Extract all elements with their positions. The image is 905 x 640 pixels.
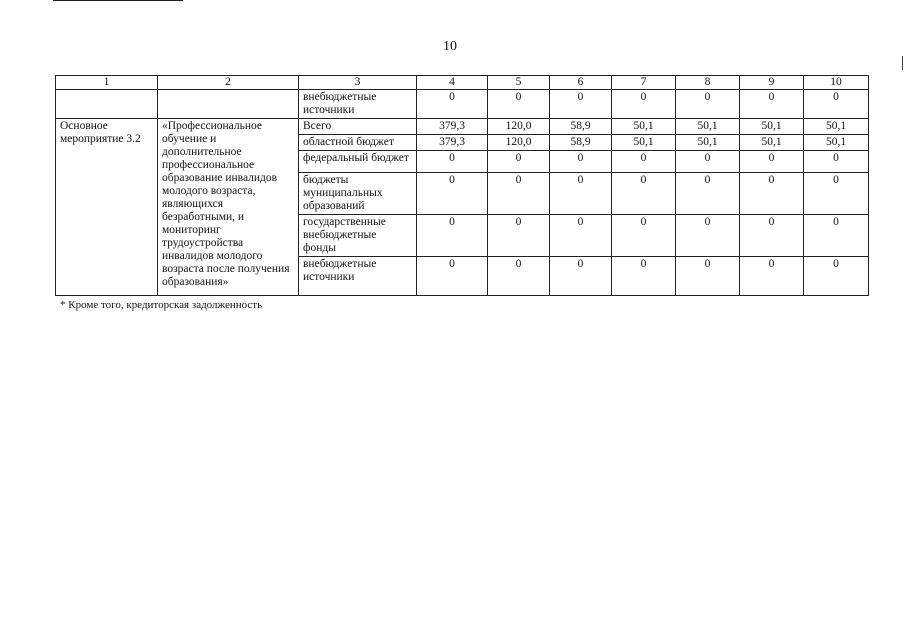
value-cell: 0 bbox=[417, 257, 488, 296]
value-cell: 0 bbox=[550, 215, 612, 257]
value-cell: 379,3 bbox=[417, 119, 488, 135]
budget-table bbox=[55, 75, 869, 296]
funding-source: Всего bbox=[299, 119, 417, 135]
funding-source: федеральный бюджет bbox=[299, 151, 417, 173]
value-cell: 0 bbox=[612, 215, 676, 257]
value-cell: 0 bbox=[740, 215, 804, 257]
value-cell: 50,1 bbox=[740, 119, 804, 135]
table-row bbox=[56, 119, 869, 135]
empty-cell bbox=[158, 90, 299, 119]
top-rule bbox=[53, 0, 183, 1]
value-cell: 0 bbox=[612, 173, 676, 215]
funding-source: внебюджетные источники bbox=[299, 257, 417, 296]
footnote: * Кроме того, кредиторская задолженность bbox=[60, 299, 263, 311]
value-cell: 0 bbox=[550, 90, 612, 119]
value-cell: 0 bbox=[488, 90, 550, 119]
measure-title: «Профессиональное обучение и дополнительное профессиональное образование инвалидов молодого возраста, являющихся безработными, и мониторинг трудоустройства инвалидов молодого возраста после получения образования» bbox=[158, 119, 299, 296]
value-cell: 0 bbox=[676, 215, 740, 257]
col-header: 1 bbox=[56, 76, 158, 90]
value-cell: 0 bbox=[740, 257, 804, 296]
value-cell: 0 bbox=[417, 173, 488, 215]
value-cell: 0 bbox=[804, 151, 869, 173]
value-cell: 0 bbox=[488, 257, 550, 296]
col-header: 2 bbox=[158, 76, 299, 90]
value-cell: 0 bbox=[550, 257, 612, 296]
value-cell: 58,9 bbox=[550, 119, 612, 135]
value-cell: 0 bbox=[676, 257, 740, 296]
value-cell: 0 bbox=[417, 90, 488, 119]
col-header: 4 bbox=[417, 76, 488, 90]
col-header: 7 bbox=[612, 76, 676, 90]
margin-mark bbox=[902, 56, 903, 70]
value-cell: 50,1 bbox=[740, 135, 804, 151]
funding-source: государственные внебюджетные фонды bbox=[299, 215, 417, 257]
value-cell: 0 bbox=[804, 215, 869, 257]
value-cell: 58,9 bbox=[550, 135, 612, 151]
value-cell: 0 bbox=[550, 151, 612, 173]
measure-name: Основное мероприятие 3.2 bbox=[56, 119, 158, 296]
value-cell: 0 bbox=[676, 90, 740, 119]
funding-source: бюджеты муниципальных образований bbox=[299, 173, 417, 215]
value-cell: 0 bbox=[676, 173, 740, 215]
value-cell: 50,1 bbox=[612, 119, 676, 135]
page-number: 10 bbox=[443, 39, 457, 54]
col-header: 5 bbox=[488, 76, 550, 90]
value-cell: 50,1 bbox=[804, 119, 869, 135]
value-cell: 0 bbox=[804, 257, 869, 296]
value-cell: 379,3 bbox=[417, 135, 488, 151]
value-cell: 0 bbox=[550, 173, 612, 215]
value-cell: 50,1 bbox=[804, 135, 869, 151]
value-cell: 0 bbox=[488, 173, 550, 215]
col-header: 3 bbox=[299, 76, 417, 90]
value-cell: 0 bbox=[612, 90, 676, 119]
col-header: 8 bbox=[676, 76, 740, 90]
funding-source: областной бюджет bbox=[299, 135, 417, 151]
value-cell: 0 bbox=[740, 90, 804, 119]
value-cell: 0 bbox=[417, 151, 488, 173]
col-header: 6 bbox=[550, 76, 612, 90]
value-cell: 0 bbox=[612, 151, 676, 173]
col-header: 10 bbox=[804, 76, 869, 90]
value-cell: 0 bbox=[740, 151, 804, 173]
funding-source: внебюджетные источники bbox=[299, 90, 417, 119]
value-cell: 0 bbox=[804, 173, 869, 215]
value-cell: 0 bbox=[740, 173, 804, 215]
col-header: 9 bbox=[740, 76, 804, 90]
value-cell: 50,1 bbox=[676, 119, 740, 135]
value-cell: 120,0 bbox=[488, 119, 550, 135]
value-cell: 0 bbox=[804, 90, 869, 119]
value-cell: 0 bbox=[417, 215, 488, 257]
value-cell: 0 bbox=[676, 151, 740, 173]
value-cell: 0 bbox=[612, 257, 676, 296]
header-row bbox=[56, 76, 869, 90]
value-cell: 0 bbox=[488, 151, 550, 173]
table-row bbox=[56, 90, 869, 119]
value-cell: 120,0 bbox=[488, 135, 550, 151]
value-cell: 50,1 bbox=[612, 135, 676, 151]
value-cell: 0 bbox=[488, 215, 550, 257]
empty-cell bbox=[56, 90, 158, 119]
value-cell: 50,1 bbox=[676, 135, 740, 151]
